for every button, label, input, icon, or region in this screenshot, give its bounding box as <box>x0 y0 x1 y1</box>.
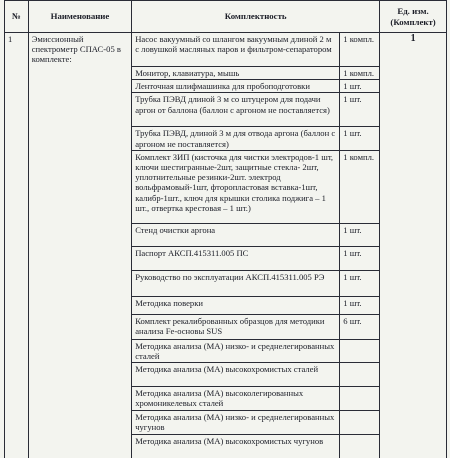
component-qty: 1 шт. <box>340 270 380 296</box>
component-text: Методика анализа (МА) низко- и среднелегированных чугунов <box>132 411 340 435</box>
component-text: Методика анализа (МА) низко- и среднелегированных сталей <box>132 339 340 362</box>
component-text: Трубка ПЭВД длиной 3 м со штуцером для подачи аргон от баллона (баллон с аргоном не поставляется) <box>132 93 340 127</box>
completeness-table <box>4 0 447 458</box>
component-qty <box>340 339 380 362</box>
item-name: Эмиссионный спектрометр СПАС-05 в комплекте: <box>28 33 131 458</box>
component-qty: 1 шт. <box>340 296 380 314</box>
header-name: Наименование <box>28 1 131 33</box>
component-text: Насос вакуумный со шлангом вакуумным длиной 2 м с ловушкой масляных паров и фильтром-сепаратором <box>132 33 340 67</box>
component-qty: 1 компл. <box>340 67 380 80</box>
component-text: Стенд очистки аргона <box>132 223 340 246</box>
unit-count: 1 <box>380 33 447 458</box>
header-unit: Ед. изм. (Комплект) <box>380 1 447 33</box>
component-text: Методика анализа (МА) высокохромистых чугунов <box>132 435 340 458</box>
component-text: Методика поверки <box>132 296 340 314</box>
item-number: 1 <box>5 33 29 458</box>
component-text: Методика анализа (МА) высоколегированных хромоникелевых сталей <box>132 387 340 411</box>
component-text: Руководство по эксплуатации АКСП.415311.005 РЭ <box>132 270 340 296</box>
component-text: Паспорт АКСП.415311.005 ПС <box>132 246 340 270</box>
component-qty: 6 шт. <box>340 314 380 339</box>
component-qty: 1 компл. <box>340 33 380 67</box>
component-qty: 1 шт. <box>340 223 380 246</box>
table-row <box>5 33 447 67</box>
component-qty <box>340 387 380 411</box>
component-qty: 1 шт. <box>340 246 380 270</box>
header-row <box>5 1 447 33</box>
component-text: Трубка ПЭВД, длиной 3 м для отвода аргона (баллон с аргоном не поставляется) <box>132 127 340 150</box>
component-text: Комплект ЗИП (кисточка для чистки электродов-1 шт, ключи шестигранные-2шт, защитные стекла- 2шт, уплотнительные резинки-2шт. электрод вольфрамовый-1шт, фторопластовая вставка-1шт, калибр-1шт., ключ для крышки столика поджига – 1 шт., отвертка крестовая – 1 шт.) <box>132 150 340 223</box>
component-qty: 1 шт. <box>340 80 380 93</box>
component-qty: 1 компл. <box>340 150 380 223</box>
component-text: Монитор, клавиатура, мышь <box>132 67 340 80</box>
component-qty <box>340 411 380 435</box>
header-completeness: Комплектность <box>132 1 380 33</box>
component-qty <box>340 363 380 387</box>
component-qty: 1 шт. <box>340 93 380 127</box>
component-qty <box>340 435 380 458</box>
component-text: Методика анализа (МА) высокохромистых сталей <box>132 363 340 387</box>
component-text: Комплект рекалиброванных образцов для методики анализа Fe-основы SUS <box>132 314 340 339</box>
component-qty: 1 шт. <box>340 127 380 150</box>
component-text: Ленточная шлифмашинка для пробоподготовки <box>132 80 340 93</box>
header-number: № <box>5 1 29 33</box>
